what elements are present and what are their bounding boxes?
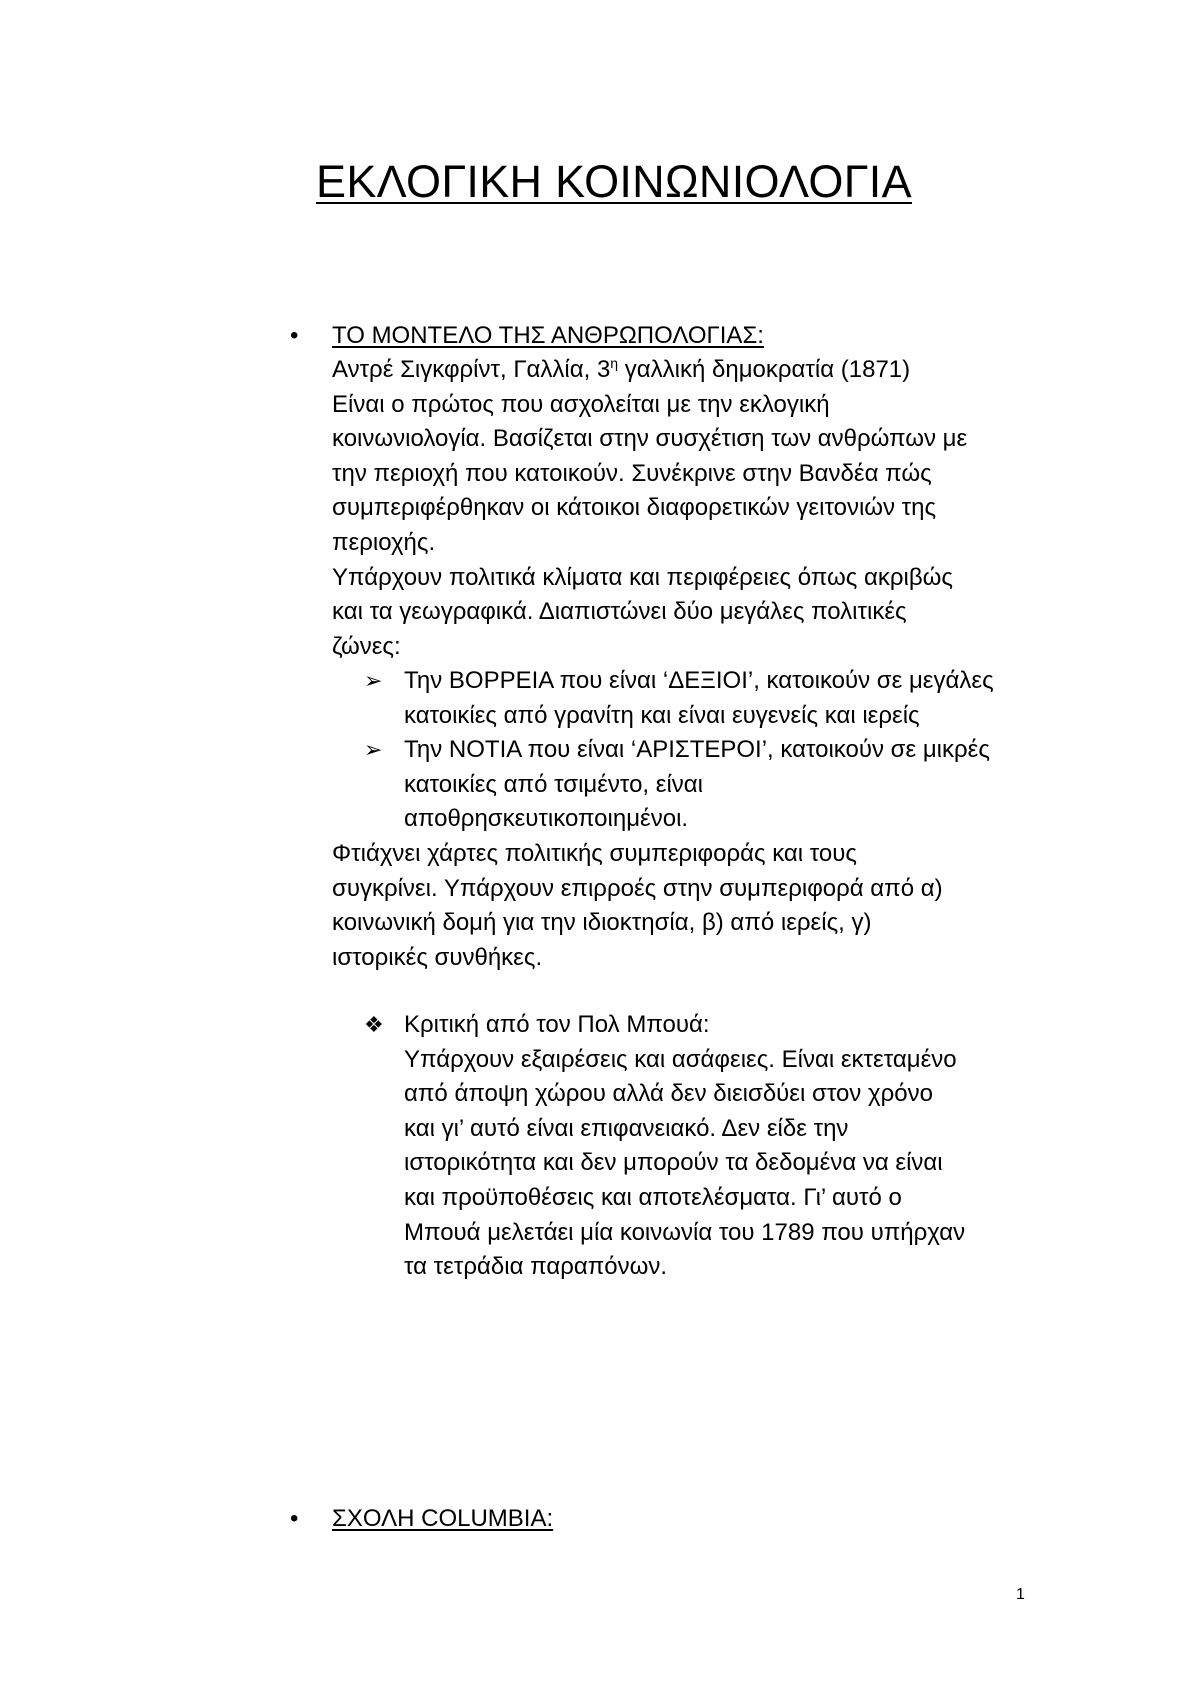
page-number: 1 — [1016, 1586, 1025, 1603]
section-bullet: • — [290, 322, 299, 349]
critique-line: ιστορικότητα και δεν μπορούν τα δεδομένα να είναι — [404, 1149, 943, 1177]
paragraph-line: κοινωνική δομή για την ιδιοκτησία, β) από ιερείς, γ) — [332, 909, 872, 937]
critique-line: από άποψη χώρου αλλά δεν διεισδύει στον χρόνο — [404, 1080, 933, 1108]
paragraph-line: περιοχής. — [332, 528, 436, 556]
list-item-line: κατοικίες από τσιμέντο, είναι — [404, 770, 703, 798]
critique-line: και προϋποθέσεις και αποτελέσματα. Γι’ αυτό ο — [404, 1183, 902, 1211]
paragraph-line: κοινωνιολογία. Βασίζεται στην συσχέτιση των ανθρώπων με — [332, 425, 968, 453]
list-item-line: κατοικίες από γρανίτη και είναι ευγενείς και ιερείς — [404, 701, 920, 729]
zones-list — [364, 664, 1064, 837]
critique-line: και γι’ αυτό είναι επιφανειακό. Δεν είδε την — [404, 1114, 849, 1142]
paragraph-line: ζώνες: — [332, 632, 401, 660]
paragraph-line: Υπάρχουν πολιτικά κλίματα και περιφέρειες όπως ακριβώς — [332, 563, 953, 591]
list-item-line: αποθρησκευτικοποιημένοι. — [404, 805, 689, 833]
document-title: ΕΚΛΟΓΙΚΗ ΚΟΙΝΩΝΙΟΛΟΓΙΑ — [316, 156, 912, 207]
critique-line: Υπάρχουν εξαιρέσεις και ασάφειες. Είναι εκτεταμένο — [404, 1045, 957, 1073]
paragraph-line: και τα γεωγραφικά. Διαπιστώνει δύο μεγάλες πολιτικές — [332, 598, 907, 626]
section-anthropology-conclusion — [332, 837, 1052, 975]
critique-block — [364, 1008, 1064, 1285]
section-bullet: • — [290, 1505, 299, 1532]
section-anthropology-body — [332, 353, 1052, 664]
arrow-bullet-icon: ➢ — [364, 737, 383, 763]
list-item-line: Την ΒΟΡΡΕΙΑ που είναι ‘ΔΕΞΙΟΙ’, κατοικούν σε μεγάλες — [404, 667, 994, 694]
paragraph-line: Φτιάχνει χάρτες πολιτικής συμπεριφοράς και τους — [332, 840, 857, 867]
intro-line-superscript: η — [610, 355, 619, 371]
diamond-bullet-icon: ❖ — [364, 1012, 384, 1037]
paragraph-line: ιστορικές συνθήκες. — [332, 943, 543, 971]
paragraph-line: συγκρίνει. Υπάρχουν επιρροές στην συμπεριφορά από α) — [332, 874, 943, 902]
critique-line: Μπουά μελετάει μία κοινωνία του 1789 που υπήρχαν — [404, 1218, 966, 1246]
intro-line — [332, 353, 1052, 388]
paragraph-line: συμπεριφέρθηκαν οι κάτοικοι διαφορετικών γειτονιών της — [332, 494, 937, 522]
arrow-bullet-icon: ➢ — [364, 668, 383, 693]
paragraph-line: την περιοχή που κατοικούν. Συνέκρινε στην Βανδέα πώς — [332, 459, 932, 487]
paragraph-line: Είναι ο πρώτος που ασχολείται με την εκλογική — [332, 390, 830, 418]
list-item — [364, 664, 1064, 733]
intro-line-prefix: Αντρέ Σιγκφρίντ, Γαλλία, 3 — [332, 356, 611, 383]
critique-item — [364, 1008, 1064, 1285]
section-heading-columbia: ΣΧΟΛΗ COLUMBIA: — [332, 1505, 554, 1532]
critique-heading: Κριτική από τον Πολ Μπουά: — [404, 1011, 710, 1038]
section-heading-anthropology: ΤΟ ΜΟΝΤΕΛΟ ΤΗΣ ΑΝΘΡΩΠΟΛΟΓΙΑΣ: — [332, 322, 764, 349]
list-item-line: Την ΝΟΤΙΑ που είναι ‘ΑΡΙΣΤΕΡΟΙ’, κατοικούν σε μικρές — [404, 736, 990, 764]
list-item — [364, 733, 1064, 837]
critique-line: τα τετράδια παραπόνων. — [404, 1253, 668, 1281]
intro-line-suffix: γαλλική δημοκρατία (1871) — [618, 356, 911, 383]
